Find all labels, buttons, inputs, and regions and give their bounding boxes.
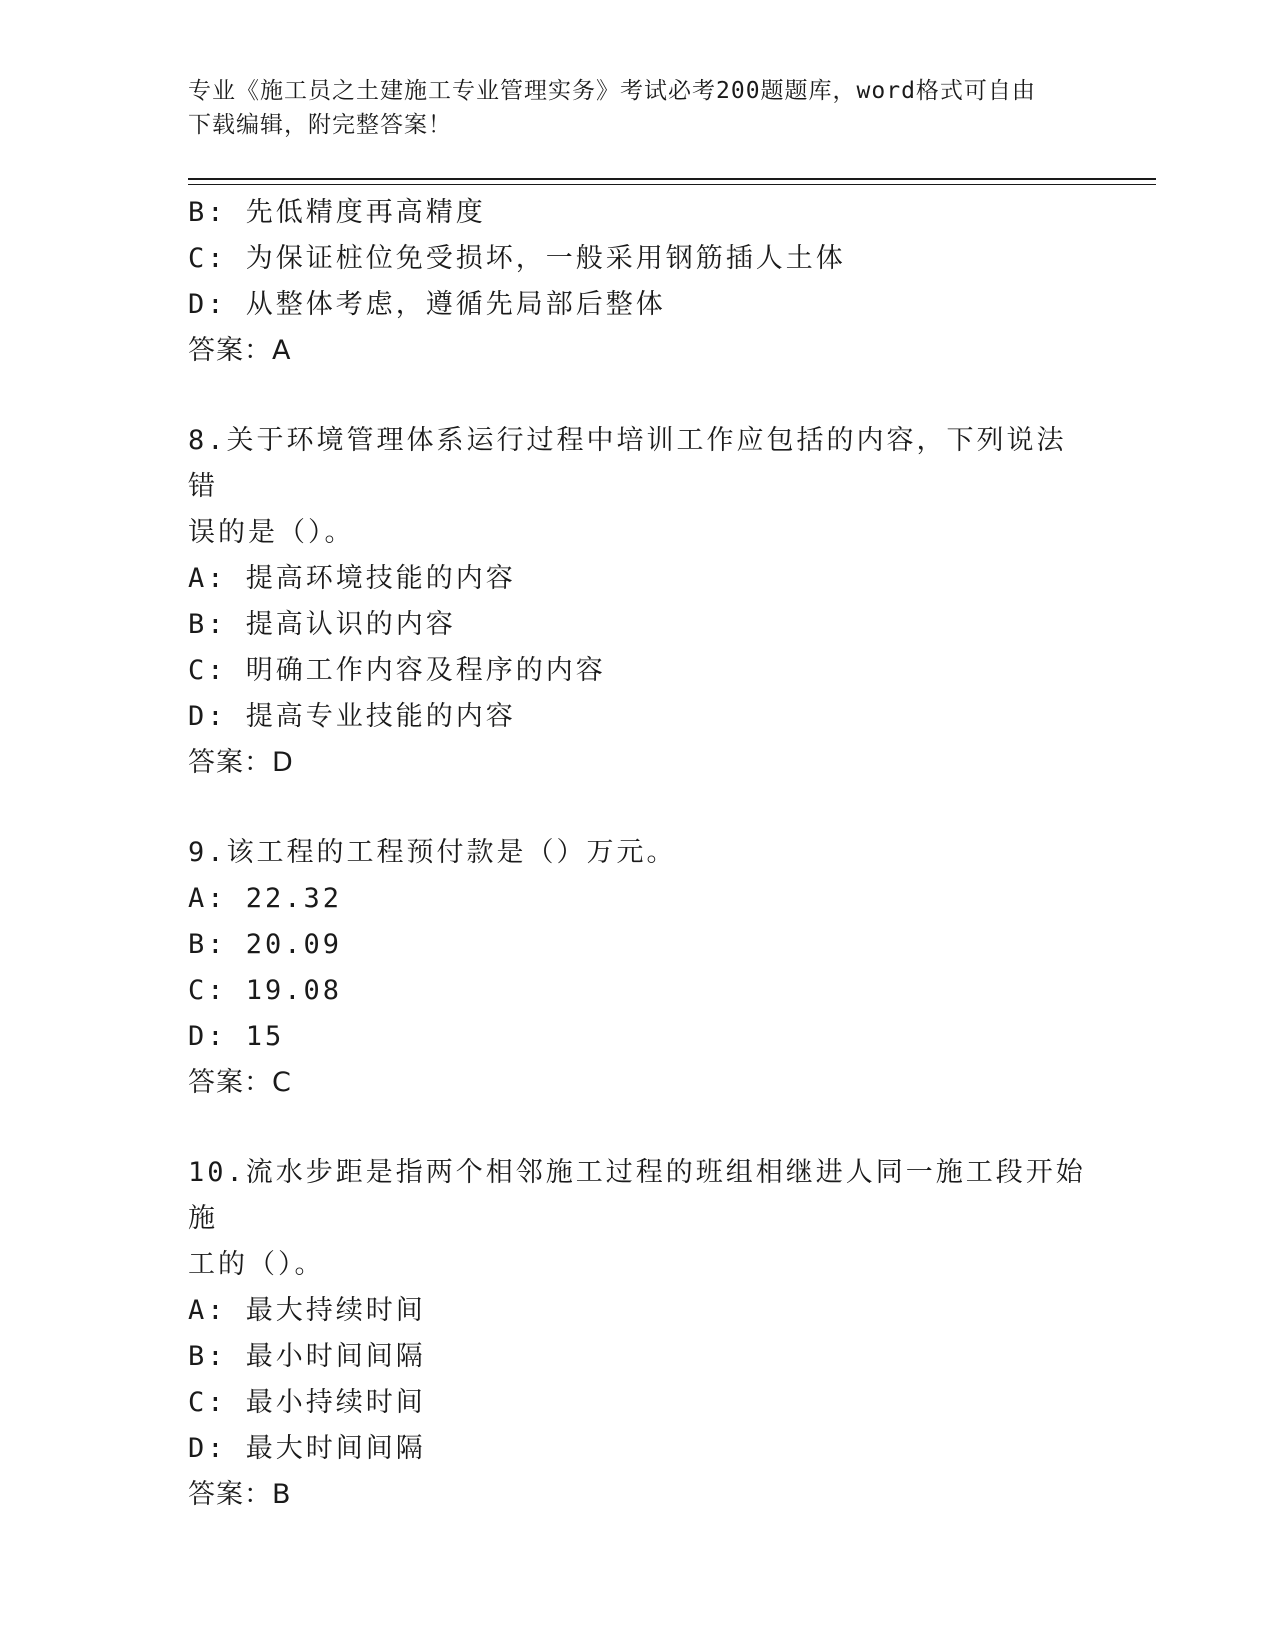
question-10 [188,1150,1088,1518]
header-title-line-2: 下载编辑，附完整答案！ [188,112,452,138]
question-stem [188,830,1088,876]
option-c: C: 19.08 [188,975,343,1006]
header-rule-thick [188,178,1156,180]
question-stem [188,418,1088,556]
option-b: B: 最小时间间隔 [188,1341,426,1372]
option-b: B: 20.09 [188,929,343,960]
question-stem-line-1: 8.关于环境管理体系运行过程中培训工作应包括的内容，下列说法错 [188,425,1067,502]
question-9 [188,830,1088,1106]
option-d: D: 最大时间间隔 [188,1433,426,1464]
question-stem-line-1: 9.该工程的工程预付款是（）万元。 [188,837,677,868]
option-c: C: 明确工作内容及程序的内容 [188,655,606,686]
header-rule-thin [188,184,1156,185]
document-header [188,74,1088,142]
question-stem-line-1: 10.流水步距是指两个相邻施工过程的班组相继进人同一施工段开始施 [188,1157,1086,1234]
answer-line: 答案：D [188,747,294,778]
header-title-line-1: 专业《施工员之土建施工专业管理实务》考试必考200题题库，word格式可自由 [188,78,1036,104]
option-a: A: 最大持续时间 [188,1295,426,1326]
answer-line: 答案：C [188,1067,292,1098]
option-c: C: 为保证桩位免受损坏，一般采用钢筋插人土体 [188,243,846,274]
question-stem-line-2: 误的是（）。 [188,517,355,548]
question-list [188,190,1088,1518]
option-a: A: 22.32 [188,883,343,914]
question-7-continued [188,190,1088,374]
question-stem [188,1150,1088,1288]
option-a: A: 提高环境技能的内容 [188,563,516,594]
option-d: D: 从整体考虑，遵循先局部后整体 [188,289,666,320]
option-b: B: 提高认识的内容 [188,609,456,640]
answer-line: 答案：A [188,335,292,366]
option-b: B: 先低精度再高精度 [188,197,486,228]
question-stem-line-2: 工的（）。 [188,1249,325,1280]
option-d: D: 提高专业技能的内容 [188,701,516,732]
answer-line: 答案：B [188,1479,292,1510]
option-c: C: 最小持续时间 [188,1387,426,1418]
question-8 [188,418,1088,786]
option-d: D: 15 [188,1021,285,1052]
